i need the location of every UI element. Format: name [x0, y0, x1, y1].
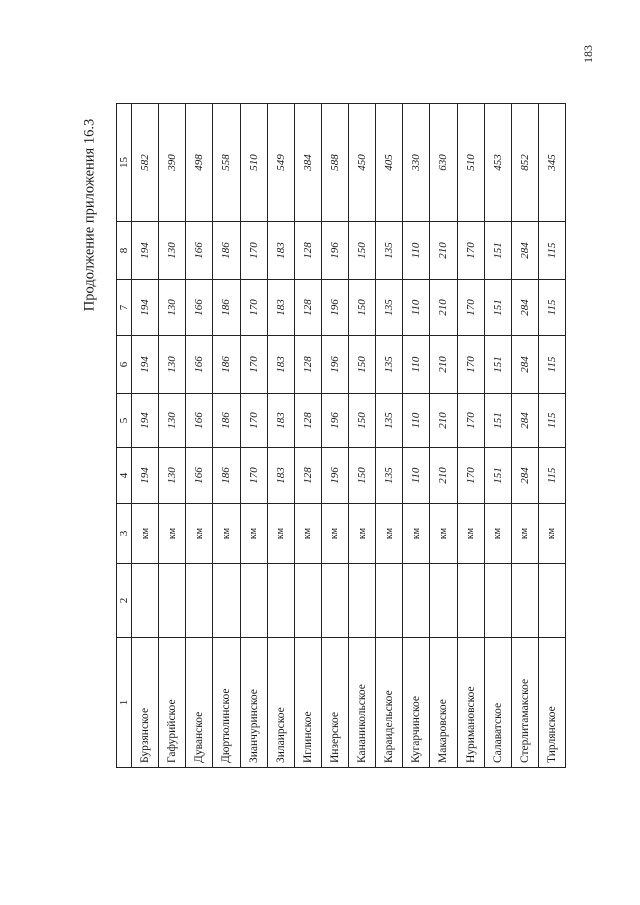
cell-col7: 166: [186, 280, 213, 336]
cell-col15: 558: [213, 104, 240, 222]
cell-col6: 110: [403, 336, 430, 394]
cell-col5: 135: [376, 394, 403, 448]
cell-col15: 582: [132, 104, 159, 222]
cell-col15: 390: [159, 104, 186, 222]
cell-unit: км: [349, 504, 376, 564]
cell-col4: 284: [511, 448, 538, 504]
cell-unit: км: [484, 504, 511, 564]
cell-col15: 630: [430, 104, 457, 222]
forestry-table: [116, 103, 566, 768]
column-header-6: 6: [117, 336, 132, 394]
cell-col6: 115: [538, 336, 565, 394]
table-row: [321, 104, 348, 768]
cell-col8: 210: [430, 222, 457, 280]
header-row: [117, 104, 132, 768]
cell-col5: 115: [538, 394, 565, 448]
column-header-7: 7: [117, 280, 132, 336]
cell-unit: км: [457, 504, 484, 564]
cell-name: Гафурийское: [159, 638, 186, 768]
cell-col2: [376, 564, 403, 638]
cell-col4: 110: [403, 448, 430, 504]
column-header-4: 4: [117, 448, 132, 504]
cell-name: Бурзянское: [132, 638, 159, 768]
column-header-3: 3: [117, 504, 132, 564]
cell-name: Инзерское: [321, 638, 348, 768]
cell-unit: км: [403, 504, 430, 564]
cell-col2: [294, 564, 321, 638]
cell-col7: 135: [376, 280, 403, 336]
cell-col4: 170: [240, 448, 267, 504]
cell-col4: 183: [267, 448, 294, 504]
cell-col4: 150: [349, 448, 376, 504]
cell-col4: 194: [132, 448, 159, 504]
table-row: [511, 104, 538, 768]
cell-col4: 170: [457, 448, 484, 504]
cell-col8: 128: [294, 222, 321, 280]
cell-unit: км: [538, 504, 565, 564]
cell-name: Зилаирское: [267, 638, 294, 768]
column-header-2: 2: [117, 564, 132, 638]
cell-name: Салаватское: [484, 638, 511, 768]
page-number: [578, 42, 598, 66]
cell-name: Кугарчинское: [403, 638, 430, 768]
cell-col2: [213, 564, 240, 638]
cell-col6: 196: [321, 336, 348, 394]
cell-col15: 405: [376, 104, 403, 222]
cell-col4: 128: [294, 448, 321, 504]
cell-col6: 130: [159, 336, 186, 394]
cell-unit: км: [294, 504, 321, 564]
cell-col6: 150: [349, 336, 376, 394]
cell-col6: 135: [376, 336, 403, 394]
table-body: [132, 104, 566, 768]
cell-name: Дюртюлинское: [213, 638, 240, 768]
table-rotation-frame: [116, 104, 566, 768]
cell-col6: 284: [511, 336, 538, 394]
cell-col15: 510: [457, 104, 484, 222]
rotated-table-area: [116, 104, 566, 768]
table-row: [132, 104, 159, 768]
caption-text: Продолжение приложения 16.3: [81, 118, 98, 312]
cell-col4: 166: [186, 448, 213, 504]
cell-col8: 115: [538, 222, 565, 280]
cell-col7: 170: [240, 280, 267, 336]
cell-col15: 588: [321, 104, 348, 222]
cell-col8: 194: [132, 222, 159, 280]
table-row: [538, 104, 565, 768]
cell-col15: 453: [484, 104, 511, 222]
cell-col5: 210: [430, 394, 457, 448]
cell-col7: 170: [457, 280, 484, 336]
cell-col2: [186, 564, 213, 638]
cell-name: Макаровское: [430, 638, 457, 768]
cell-col6: 151: [484, 336, 511, 394]
cell-col4: 186: [213, 448, 240, 504]
cell-col2: [538, 564, 565, 638]
cell-col6: 128: [294, 336, 321, 394]
table-row: [159, 104, 186, 768]
cell-name: Караидельское: [376, 638, 403, 768]
cell-col15: 510: [240, 104, 267, 222]
cell-col15: 384: [294, 104, 321, 222]
cell-col7: 284: [511, 280, 538, 336]
cell-col2: [132, 564, 159, 638]
cell-col15: 330: [403, 104, 430, 222]
cell-col8: 166: [186, 222, 213, 280]
table-row: [484, 104, 511, 768]
cell-col4: 135: [376, 448, 403, 504]
table-row: [403, 104, 430, 768]
cell-col7: 128: [294, 280, 321, 336]
cell-col5: 110: [403, 394, 430, 448]
table-row: [349, 104, 376, 768]
cell-col7: 186: [213, 280, 240, 336]
cell-col2: [321, 564, 348, 638]
cell-col5: 196: [321, 394, 348, 448]
cell-col2: [484, 564, 511, 638]
cell-unit: км: [267, 504, 294, 564]
cell-col4: 196: [321, 448, 348, 504]
cell-col5: 150: [349, 394, 376, 448]
cell-col7: 183: [267, 280, 294, 336]
cell-col7: 115: [538, 280, 565, 336]
cell-col7: 150: [349, 280, 376, 336]
cell-col2: [403, 564, 430, 638]
table-row: [376, 104, 403, 768]
cell-col6: 194: [132, 336, 159, 394]
cell-col8: 284: [511, 222, 538, 280]
cell-unit: км: [376, 504, 403, 564]
cell-col2: [511, 564, 538, 638]
cell-unit: км: [240, 504, 267, 564]
cell-col6: 166: [186, 336, 213, 394]
cell-col4: 210: [430, 448, 457, 504]
cell-col5: 151: [484, 394, 511, 448]
cell-col15: 549: [267, 104, 294, 222]
cell-name: Дуванское: [186, 638, 213, 768]
cell-name: Нуримановское: [457, 638, 484, 768]
table-row: [186, 104, 213, 768]
cell-name: Кананикольское: [349, 638, 376, 768]
cell-col2: [457, 564, 484, 638]
cell-unit: км: [511, 504, 538, 564]
column-header-8: 8: [117, 222, 132, 280]
cell-col6: 210: [430, 336, 457, 394]
cell-col2: [349, 564, 376, 638]
table-caption: [78, 110, 102, 320]
table-row: [240, 104, 267, 768]
cell-col5: 186: [213, 394, 240, 448]
cell-col6: 183: [267, 336, 294, 394]
cell-col15: 498: [186, 104, 213, 222]
cell-col5: 284: [511, 394, 538, 448]
cell-col8: 170: [240, 222, 267, 280]
cell-col4: 151: [484, 448, 511, 504]
cell-col2: [430, 564, 457, 638]
cell-col5: 128: [294, 394, 321, 448]
cell-col8: 196: [321, 222, 348, 280]
cell-col5: 130: [159, 394, 186, 448]
table-row: [430, 104, 457, 768]
cell-col6: 170: [240, 336, 267, 394]
cell-col8: 183: [267, 222, 294, 280]
cell-col4: 115: [538, 448, 565, 504]
cell-col8: 170: [457, 222, 484, 280]
cell-unit: км: [430, 504, 457, 564]
cell-col6: 186: [213, 336, 240, 394]
cell-unit: км: [213, 504, 240, 564]
cell-col5: 183: [267, 394, 294, 448]
cell-col7: 151: [484, 280, 511, 336]
page-number-text: 183: [581, 45, 595, 63]
cell-col6: 170: [457, 336, 484, 394]
cell-col8: 150: [349, 222, 376, 280]
cell-col7: 110: [403, 280, 430, 336]
cell-col7: 196: [321, 280, 348, 336]
cell-col5: 194: [132, 394, 159, 448]
table-row: [294, 104, 321, 768]
cell-col2: [267, 564, 294, 638]
cell-col5: 170: [457, 394, 484, 448]
cell-col7: 194: [132, 280, 159, 336]
cell-col8: 110: [403, 222, 430, 280]
cell-col15: 345: [538, 104, 565, 222]
cell-name: Тирлянское: [538, 638, 565, 768]
column-header-5: 5: [117, 394, 132, 448]
cell-unit: км: [159, 504, 186, 564]
cell-col8: 186: [213, 222, 240, 280]
table-row: [457, 104, 484, 768]
cell-col7: 130: [159, 280, 186, 336]
cell-unit: км: [186, 504, 213, 564]
cell-name: Стерлитамакское: [511, 638, 538, 768]
table-row: [267, 104, 294, 768]
cell-col4: 130: [159, 448, 186, 504]
cell-name: Иглинское: [294, 638, 321, 768]
cell-unit: км: [132, 504, 159, 564]
cell-col8: 130: [159, 222, 186, 280]
cell-unit: км: [321, 504, 348, 564]
cell-col5: 166: [186, 394, 213, 448]
cell-col15: 852: [511, 104, 538, 222]
cell-name: Зианчуринское: [240, 638, 267, 768]
cell-col2: [240, 564, 267, 638]
cell-col8: 135: [376, 222, 403, 280]
table-row: [213, 104, 240, 768]
cell-col7: 210: [430, 280, 457, 336]
cell-col15: 450: [349, 104, 376, 222]
cell-col5: 170: [240, 394, 267, 448]
column-header-15: 15: [117, 104, 132, 222]
cell-col8: 151: [484, 222, 511, 280]
column-header-1: 1: [117, 638, 132, 768]
cell-col2: [159, 564, 186, 638]
